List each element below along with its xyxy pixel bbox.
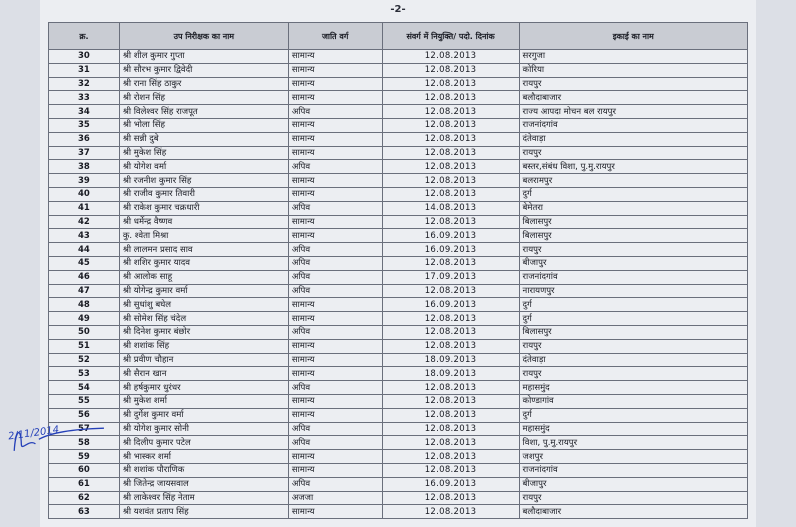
cell-category: सामान्य bbox=[288, 353, 382, 367]
cell-category: अपिव bbox=[288, 381, 382, 395]
cell-name: श्री शशांक सिंह bbox=[119, 339, 288, 353]
cell-sn: 43 bbox=[49, 229, 120, 243]
cell-sn: 60 bbox=[49, 463, 120, 477]
table-row bbox=[49, 91, 748, 105]
cell-unit: रायपुर bbox=[519, 146, 747, 160]
cell-name: श्री दिलीप कुमार पटेल bbox=[119, 436, 288, 450]
cell-name: श्री योगेश कुमार सोनी bbox=[119, 422, 288, 436]
cell-category: सामान्य bbox=[288, 91, 382, 105]
cell-category: सामान्य bbox=[288, 229, 382, 243]
table-row bbox=[49, 381, 748, 395]
cell-category: सामान्य bbox=[288, 132, 382, 146]
cell-name: श्री लाकेश्वर सिंह नेताम bbox=[119, 491, 288, 505]
cell-name: श्री हर्षकुमार धुरंधर bbox=[119, 381, 288, 395]
cell-name: श्री प्रवीण चौहान bbox=[119, 353, 288, 367]
cell-sn: 53 bbox=[49, 367, 120, 381]
cell-sn: 61 bbox=[49, 477, 120, 491]
cell-unit: राजनांदगांव bbox=[519, 270, 747, 284]
cell-sn: 51 bbox=[49, 339, 120, 353]
cell-category: सामान्य bbox=[288, 174, 382, 188]
table-row bbox=[49, 477, 748, 491]
header-unit: इकाई का नाम bbox=[519, 23, 747, 50]
cell-unit: रायपुर bbox=[519, 243, 747, 257]
cell-unit: रायपुर bbox=[519, 491, 747, 505]
cell-category: सामान्य bbox=[288, 215, 382, 229]
cell-date: 12.08.2013 bbox=[382, 105, 519, 119]
cell-category: सामान्य bbox=[288, 463, 382, 477]
cell-date: 12.08.2013 bbox=[382, 408, 519, 422]
cell-date: 16.09.2013 bbox=[382, 477, 519, 491]
cell-category: सामान्य bbox=[288, 408, 382, 422]
cell-date: 12.08.2013 bbox=[382, 325, 519, 339]
cell-date: 12.08.2013 bbox=[382, 91, 519, 105]
cell-category: अपिव bbox=[288, 243, 382, 257]
table-row bbox=[49, 367, 748, 381]
cell-date: 12.08.2013 bbox=[382, 118, 519, 132]
cell-date: 12.08.2013 bbox=[382, 491, 519, 505]
cell-unit: दुर्ग bbox=[519, 312, 747, 326]
page-number: -2- bbox=[390, 4, 406, 15]
cell-category: सामान्य bbox=[288, 450, 382, 464]
cell-sn: 54 bbox=[49, 381, 120, 395]
cell-unit: महासमुंद bbox=[519, 422, 747, 436]
cell-name: श्री योगेन्द्र कुमार वर्मा bbox=[119, 284, 288, 298]
table-row bbox=[49, 215, 748, 229]
cell-sn: 59 bbox=[49, 450, 120, 464]
table-row bbox=[49, 298, 748, 312]
table-row bbox=[49, 394, 748, 408]
cell-sn: 52 bbox=[49, 353, 120, 367]
table-row bbox=[49, 229, 748, 243]
cell-name: कु. श्वेता मिश्रा bbox=[119, 229, 288, 243]
handwritten-signature bbox=[7, 424, 59, 442]
cell-category: सामान्य bbox=[288, 187, 382, 201]
cell-category: सामान्य bbox=[288, 312, 382, 326]
cell-unit: राज्य आपदा मोचन बल रायपुर bbox=[519, 105, 747, 119]
table-row bbox=[49, 422, 748, 436]
cell-sn: 44 bbox=[49, 243, 120, 257]
cell-name: श्री योगेश वर्मा bbox=[119, 160, 288, 174]
cell-unit: रायपुर bbox=[519, 367, 747, 381]
cell-date: 12.08.2013 bbox=[382, 463, 519, 477]
table-row bbox=[49, 284, 748, 298]
table-row bbox=[49, 463, 748, 477]
cell-name: श्री राना सिंह ठाकुर bbox=[119, 77, 288, 91]
cell-date: 12.08.2013 bbox=[382, 77, 519, 91]
table-row bbox=[49, 353, 748, 367]
table-row bbox=[49, 312, 748, 326]
cell-category: अपिव bbox=[288, 270, 382, 284]
cell-category: अपिव bbox=[288, 477, 382, 491]
cell-date: 17.09.2013 bbox=[382, 270, 519, 284]
table-row bbox=[49, 118, 748, 132]
cell-date: 12.08.2013 bbox=[382, 160, 519, 174]
cell-name: श्री सोमेश सिंह चंदेल bbox=[119, 312, 288, 326]
table-row bbox=[49, 270, 748, 284]
cell-date: 12.08.2013 bbox=[382, 187, 519, 201]
cell-unit: बीजापुर bbox=[519, 477, 747, 491]
cell-name: श्री सुधांशु बघेल bbox=[119, 298, 288, 312]
cell-unit: दुर्ग bbox=[519, 187, 747, 201]
cell-date: 18.09.2013 bbox=[382, 367, 519, 381]
cell-date: 12.08.2013 bbox=[382, 132, 519, 146]
cell-unit: बलरामपुर bbox=[519, 174, 747, 188]
cell-date: 12.08.2013 bbox=[382, 339, 519, 353]
cell-date: 12.08.2013 bbox=[382, 422, 519, 436]
cell-date: 18.09.2013 bbox=[382, 353, 519, 367]
cell-unit: जशपुर bbox=[519, 450, 747, 464]
cell-unit: दुर्ग bbox=[519, 298, 747, 312]
cell-unit: बलौदाबाजार bbox=[519, 91, 747, 105]
cell-date: 12.08.2013 bbox=[382, 63, 519, 77]
cell-date: 12.08.2013 bbox=[382, 215, 519, 229]
cell-date: 12.08.2013 bbox=[382, 256, 519, 270]
cell-category: अपिव bbox=[288, 256, 382, 270]
cell-unit: नारायणपुर bbox=[519, 284, 747, 298]
cell-category: सामान्य bbox=[288, 77, 382, 91]
cell-unit: दंतेवाड़ा bbox=[519, 132, 747, 146]
cell-unit: विशा, पु.मु.रायपुर bbox=[519, 436, 747, 450]
table-row bbox=[49, 50, 748, 64]
cell-name: श्री रजनीश कुमार सिंह bbox=[119, 174, 288, 188]
cell-sn: 40 bbox=[49, 187, 120, 201]
cell-sn: 56 bbox=[49, 408, 120, 422]
cell-unit: रायपुर bbox=[519, 77, 747, 91]
table-row bbox=[49, 243, 748, 257]
table-row bbox=[49, 201, 748, 215]
cell-category: सामान्य bbox=[288, 367, 382, 381]
cell-unit: बलौदाबाजार bbox=[519, 505, 747, 519]
cell-category: सामान्य bbox=[288, 146, 382, 160]
cell-sn: 32 bbox=[49, 77, 120, 91]
cell-unit: बिलासपुर bbox=[519, 325, 747, 339]
cell-sn: 34 bbox=[49, 105, 120, 119]
cell-unit: दंतेवाड़ा bbox=[519, 353, 747, 367]
cell-date: 12.08.2013 bbox=[382, 436, 519, 450]
cell-sn: 63 bbox=[49, 505, 120, 519]
cell-name: श्री धर्मेन्द्र वैष्णव bbox=[119, 215, 288, 229]
table-row bbox=[49, 325, 748, 339]
cell-date: 12.08.2013 bbox=[382, 450, 519, 464]
cell-category: अपिव bbox=[288, 436, 382, 450]
cell-date: 16.09.2013 bbox=[382, 229, 519, 243]
cell-date: 12.08.2013 bbox=[382, 394, 519, 408]
cell-sn: 42 bbox=[49, 215, 120, 229]
cell-sn: 47 bbox=[49, 284, 120, 298]
cell-name: श्री सौरभ कुमार द्विवेदी bbox=[119, 63, 288, 77]
cell-sn: 50 bbox=[49, 325, 120, 339]
cell-unit: बेमेतरा bbox=[519, 201, 747, 215]
cell-category: सामान्य bbox=[288, 339, 382, 353]
cell-name: श्री आलोक साहू bbox=[119, 270, 288, 284]
cell-date: 12.08.2013 bbox=[382, 146, 519, 160]
table-body bbox=[49, 50, 748, 519]
cell-category: सामान्य bbox=[288, 63, 382, 77]
cell-date: 12.08.2013 bbox=[382, 284, 519, 298]
cell-sn: 38 bbox=[49, 160, 120, 174]
cell-unit: बिलासपुर bbox=[519, 229, 747, 243]
cell-date: 12.08.2013 bbox=[382, 381, 519, 395]
cell-name: श्री लालमन प्रसाद साव bbox=[119, 243, 288, 257]
cell-sn: 55 bbox=[49, 394, 120, 408]
table-row bbox=[49, 146, 748, 160]
table-row bbox=[49, 256, 748, 270]
cell-name: श्री शील कुमार गुप्ता bbox=[119, 50, 288, 64]
cell-sn: 49 bbox=[49, 312, 120, 326]
cell-sn: 33 bbox=[49, 91, 120, 105]
cell-name: श्री शशिर कुमार यादव bbox=[119, 256, 288, 270]
cell-sn: 45 bbox=[49, 256, 120, 270]
cell-sn: 37 bbox=[49, 146, 120, 160]
cell-category: सामान्य bbox=[288, 118, 382, 132]
cell-category: अपिव bbox=[288, 284, 382, 298]
cell-sn: 36 bbox=[49, 132, 120, 146]
cell-category: अपिव bbox=[288, 160, 382, 174]
header-name: उप निरीक्षक का नाम bbox=[119, 23, 288, 50]
cell-category: अपिव bbox=[288, 105, 382, 119]
cell-name: श्री मुकेश सिंह bbox=[119, 146, 288, 160]
table-row bbox=[49, 505, 748, 519]
cell-unit: रायपुर bbox=[519, 339, 747, 353]
cell-name: श्री सैरान खान bbox=[119, 367, 288, 381]
cell-sn: 57 bbox=[49, 422, 120, 436]
cell-unit: कोरिया bbox=[519, 63, 747, 77]
cell-sn: 46 bbox=[49, 270, 120, 284]
table-header-row bbox=[49, 23, 748, 50]
table-row bbox=[49, 63, 748, 77]
cell-name: श्री रोशन सिंह bbox=[119, 91, 288, 105]
cell-name: श्री यशवंत प्रताप सिंह bbox=[119, 505, 288, 519]
header-sn: क्र. bbox=[49, 23, 120, 50]
cell-date: 12.08.2013 bbox=[382, 174, 519, 188]
cell-name: श्री विलेश्वर सिंह राजपूत bbox=[119, 105, 288, 119]
cell-date: 12.08.2013 bbox=[382, 505, 519, 519]
table-row bbox=[49, 408, 748, 422]
cell-unit: बीजापुर bbox=[519, 256, 747, 270]
cell-name: श्री भास्कर शर्मा bbox=[119, 450, 288, 464]
cell-unit: महासमुंद bbox=[519, 381, 747, 395]
cell-category: अपिव bbox=[288, 422, 382, 436]
cell-sn: 39 bbox=[49, 174, 120, 188]
cell-date: 12.08.2013 bbox=[382, 50, 519, 64]
table-row bbox=[49, 105, 748, 119]
cell-name: श्री दुर्गेश कुमार वर्मा bbox=[119, 408, 288, 422]
table-row bbox=[49, 77, 748, 91]
cell-date: 16.09.2013 bbox=[382, 243, 519, 257]
cell-unit: राजनांदगांव bbox=[519, 118, 747, 132]
table-row bbox=[49, 436, 748, 450]
table-row bbox=[49, 160, 748, 174]
table-row bbox=[49, 187, 748, 201]
roster-table bbox=[48, 22, 748, 519]
cell-sn: 31 bbox=[49, 63, 120, 77]
cell-unit: कोण्डागांव bbox=[519, 394, 747, 408]
table-row bbox=[49, 174, 748, 188]
table-row bbox=[49, 491, 748, 505]
cell-category: अपिव bbox=[288, 325, 382, 339]
cell-name: श्री राजीव कुमार तिवारी bbox=[119, 187, 288, 201]
signature-date: 2/11/2014 bbox=[7, 424, 60, 443]
cell-sn: 48 bbox=[49, 298, 120, 312]
cell-name: श्री सन्नी दुबे bbox=[119, 132, 288, 146]
cell-name: श्री शशांक पौराणिक bbox=[119, 463, 288, 477]
cell-unit: राजनांदगांव bbox=[519, 463, 747, 477]
cell-category: अजजा bbox=[288, 491, 382, 505]
cell-name: श्री जितेन्द्र जायसवाल bbox=[119, 477, 288, 491]
cell-sn: 30 bbox=[49, 50, 120, 64]
cell-name: श्री राकेश कुमार चक्रधारी bbox=[119, 201, 288, 215]
cell-unit: बिलासपुर bbox=[519, 215, 747, 229]
header-date: संवर्ग में नियुक्ति/ पदो. दिनांक bbox=[382, 23, 519, 50]
cell-category: सामान्य bbox=[288, 50, 382, 64]
cell-category: सामान्य bbox=[288, 394, 382, 408]
cell-unit: बस्तर,संबंध विशा, पु.मु.रायपुर bbox=[519, 160, 747, 174]
cell-category: सामान्य bbox=[288, 505, 382, 519]
cell-category: सामान्य bbox=[288, 298, 382, 312]
cell-name: श्री भोला सिंह bbox=[119, 118, 288, 132]
cell-name: श्री दिनेश कुमार बंछोर bbox=[119, 325, 288, 339]
cell-date: 16.09.2013 bbox=[382, 298, 519, 312]
cell-name: श्री मुकेश शर्मा bbox=[119, 394, 288, 408]
cell-sn: 35 bbox=[49, 118, 120, 132]
table-row bbox=[49, 339, 748, 353]
table-row bbox=[49, 132, 748, 146]
cell-category: अपिव bbox=[288, 201, 382, 215]
cell-sn: 58 bbox=[49, 436, 120, 450]
cell-unit: सरगुजा bbox=[519, 50, 747, 64]
cell-date: 12.08.2013 bbox=[382, 312, 519, 326]
cell-sn: 41 bbox=[49, 201, 120, 215]
table-row bbox=[49, 450, 748, 464]
cell-sn: 62 bbox=[49, 491, 120, 505]
cell-unit: दुर्ग bbox=[519, 408, 747, 422]
cell-date: 14.08.2013 bbox=[382, 201, 519, 215]
header-category: जाति वर्ग bbox=[288, 23, 382, 50]
